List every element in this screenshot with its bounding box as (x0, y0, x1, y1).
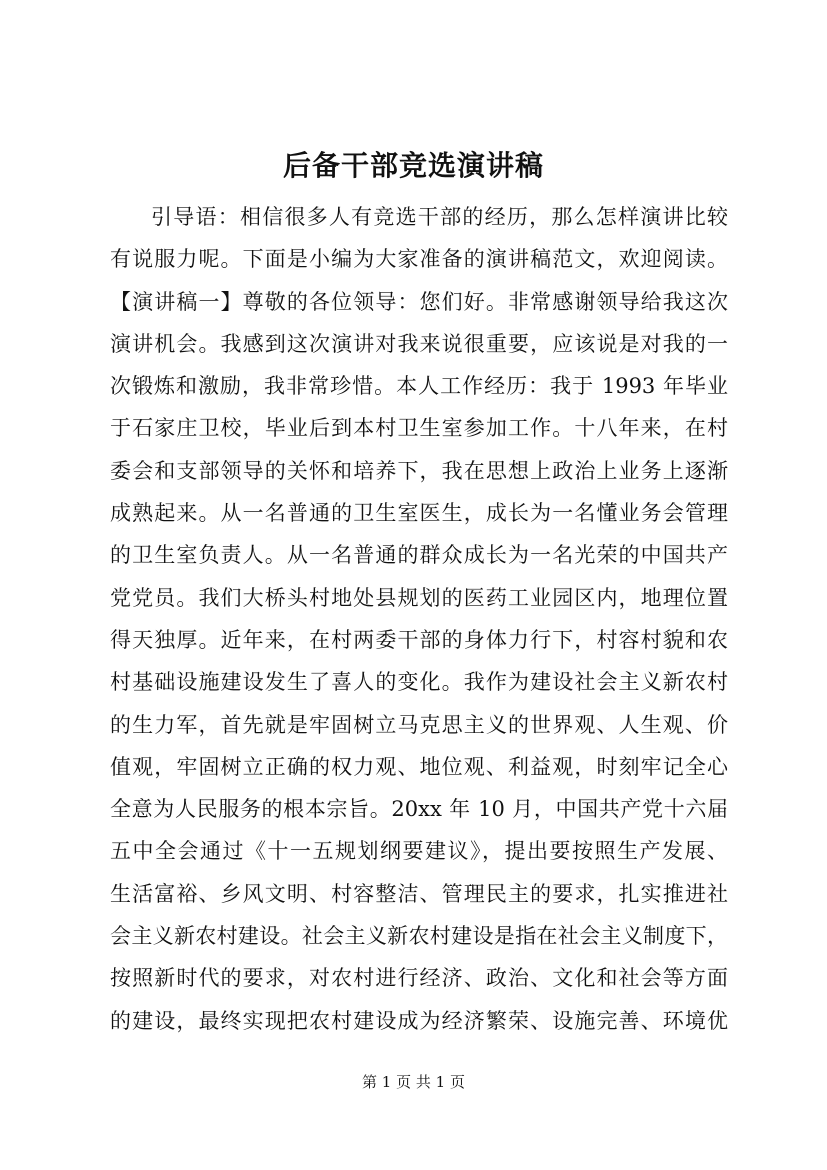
text-line: 成熟起来。从一名普通的卫生室医生，成长为一名懂业务会管理 (110, 501, 728, 526)
text-line: 次锻炼和激励，我非常珍惜。本人工作经历：我于 1993 年毕业 (110, 374, 728, 399)
document-title: 后备干部竞选演讲稿 (282, 149, 544, 182)
text-line: 演讲机会。我感到这次演讲对我来说很重要，应该说是对我的一 (110, 331, 728, 356)
text-line: 五中全会通过《十一五规划纲要建议》，提出要按照生产发展、 (110, 839, 728, 864)
text-line: 引导语：相信很多人有竞选干部的经历，那么怎样演讲比较 (151, 205, 728, 229)
text-line: 会主义新农村建设。社会主义新农村建设是指在社会主义制度下， (110, 924, 728, 949)
text-line: 得天独厚。近年来，在村两委干部的身体力行下，村容村貌和农 (110, 627, 728, 652)
text-line: 于石家庄卫校，毕业后到本村卫生室参加工作。十八年来，在村 (110, 416, 728, 441)
text-line: 全意为人民服务的根本宗旨。20xx 年 10 月，中国共产党十六届 (110, 797, 728, 822)
text-line: 【演讲稿一】尊敬的各位领导：您们好。非常感谢领导给我这次 (110, 289, 728, 314)
text-line: 委会和支部领导的关怀和培养下，我在思想上政治上业务上逐渐 (110, 458, 728, 483)
text-line: 党党员。我们大桥头村地处县规划的医药工业园区内，地理位置 (110, 585, 728, 610)
text-line: 的生力军，首先就是牢固树立马克思主义的世界观、人生观、价 (110, 712, 728, 737)
text-line: 值观，牢固树立正确的权力观、地位观、利益观，时刻牢记全心 (110, 754, 728, 779)
document-body (110, 196, 728, 1042)
page-footer: 第 1 页 共 1 页 (362, 1073, 465, 1091)
text-line: 的卫生室负责人。从一名普通的群众成长为一名光荣的中国共产 (110, 543, 728, 568)
text-line: 有说服力呢。下面是小编为大家准备的演讲稿范文，欢迎阅读。 (110, 247, 728, 272)
text-line: 村基础设施建设发生了喜人的变化。我作为建设社会主义新农村 (110, 670, 728, 695)
text-line: 按照新时代的要求，对农村进行经济、政治、文化和社会等方面 (110, 966, 728, 991)
text-line: 生活富裕、乡风文明、村容整洁、管理民主的要求，扎实推进社 (110, 881, 728, 906)
text-line: 的建设，最终实现把农村建设成为经济繁荣、设施完善、环境优 (110, 1008, 728, 1033)
